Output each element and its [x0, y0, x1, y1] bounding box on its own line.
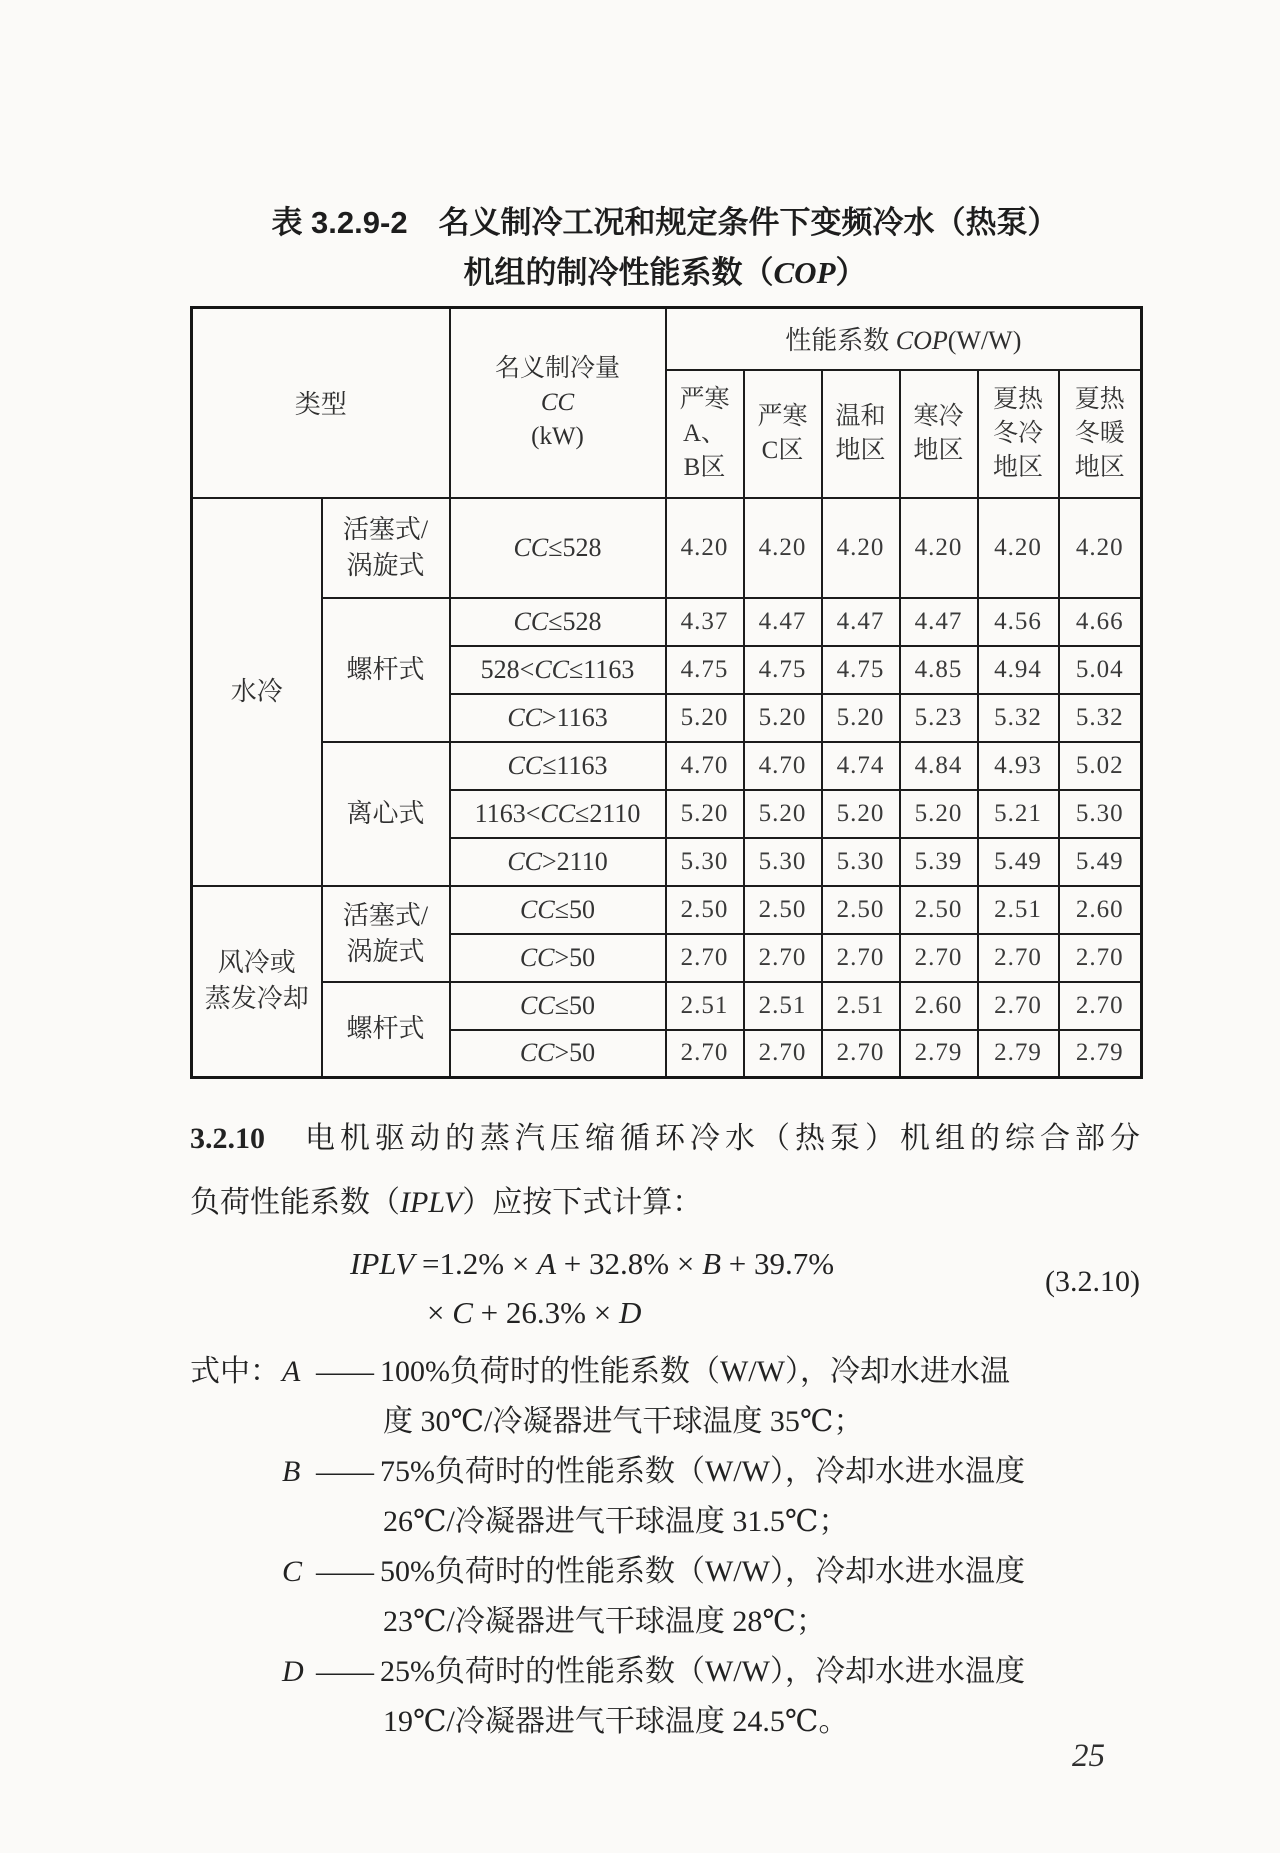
cop-value: 4.20	[978, 498, 1059, 598]
cc-range-cell: CC≤50	[450, 982, 666, 1030]
cop-value: 5.21	[978, 790, 1059, 838]
header-capacity-line1: 名义制冷量	[495, 354, 621, 382]
cop-value: 2.50	[900, 886, 978, 934]
type-cell-screw: 螺杆式	[322, 598, 450, 742]
cop-value: 5.20	[822, 790, 900, 838]
table-row	[192, 886, 1142, 934]
definition-C-line2: 23℃/冷凝器进气干球温度 28℃；	[383, 1605, 826, 1638]
page-content	[190, 0, 1140, 1747]
cop-value: 2.50	[666, 886, 744, 934]
clause-line1: 3.2.10 电机驱动的蒸汽压缩循环冷水（热泵）机组的综合部分	[190, 1122, 1140, 1155]
header-climate-severe-ab: 严寒 A、 B区	[666, 370, 744, 498]
cop-value: 4.56	[978, 598, 1059, 646]
header-climate-hot-summer-cold-winter: 夏热 冬冷 地区	[978, 370, 1059, 498]
cop-value: 5.30	[822, 838, 900, 886]
cc-range-cell: CC≤528	[450, 598, 666, 646]
cop-value: 4.37	[666, 598, 744, 646]
cop-value: 4.84	[900, 742, 978, 790]
cop-value: 5.23	[900, 694, 978, 742]
type-cell-water-cooled: 水冷	[192, 498, 322, 886]
cop-value: 4.70	[666, 742, 744, 790]
def-text: 25%负荷时的性能系数（W/W），冷却水进水温度	[380, 1655, 1025, 1688]
cop-value: 5.32	[1059, 694, 1142, 742]
defs-lead: 式中：	[190, 1355, 280, 1388]
header-climate-severe-c: 严寒 C区	[744, 370, 822, 498]
definition-C-line1	[190, 1547, 1140, 1597]
cop-value: 5.30	[744, 838, 822, 886]
table-title-line1: 表 3.2.9-2 名义制冷工况和规定条件下变频冷水（热泵）	[271, 205, 1059, 240]
def-text: 50%负荷时的性能系数（W/W），冷却水进水温度	[380, 1555, 1025, 1588]
cop-value: 4.75	[666, 646, 744, 694]
header-capacity-line3: (kW)	[531, 422, 584, 450]
cop-value: 5.39	[900, 838, 978, 886]
cop-value: 4.70	[744, 742, 822, 790]
header-type: 类型	[192, 308, 450, 498]
cop-value: 2.51	[666, 982, 744, 1030]
cop-value: 2.70	[822, 934, 900, 982]
cop-value: 5.04	[1059, 646, 1142, 694]
cop-value: 4.47	[900, 598, 978, 646]
formula-line2: × C + 26.3% × D	[427, 1295, 642, 1330]
header-cop: 性能系数 COP(W/W)	[666, 308, 1142, 370]
cop-value: 4.75	[822, 646, 900, 694]
def-dash: ——	[316, 1455, 372, 1488]
def-letter: C	[282, 1555, 303, 1588]
cop-value: 2.51	[978, 886, 1059, 934]
cop-value: 4.75	[744, 646, 822, 694]
cop-value: 2.70	[1059, 982, 1142, 1030]
definition-D-line1	[190, 1647, 1140, 1697]
clause-3-2-10	[190, 1107, 1140, 1235]
cc-range-cell: 528<CC≤1163	[450, 646, 666, 694]
cc-range-cell: CC>50	[450, 1030, 666, 1078]
cop-value: 5.20	[822, 694, 900, 742]
table-row	[192, 598, 1142, 646]
type-cell-centrifugal: 离心式	[322, 742, 450, 886]
def-dash: ——	[316, 1355, 372, 1388]
cc-range-cell: CC≤1163	[450, 742, 666, 790]
cc-range-cell: CC>1163	[450, 694, 666, 742]
cc-range-cell: CC>2110	[450, 838, 666, 886]
cop-value: 4.20	[900, 498, 978, 598]
cop-value: 5.20	[666, 694, 744, 742]
cop-value: 4.94	[978, 646, 1059, 694]
symbol-definitions	[190, 1347, 1140, 1747]
cop-value: 2.79	[1059, 1030, 1142, 1078]
def-letter: A	[282, 1355, 301, 1388]
cop-value: 5.20	[744, 694, 822, 742]
cop-value: 5.30	[666, 838, 744, 886]
def-dash: ——	[316, 1655, 372, 1688]
definition-B-line1	[190, 1447, 1140, 1497]
type-cell-piston-scroll: 活塞式/ 涡旋式	[322, 498, 450, 598]
table-title	[190, 0, 1140, 298]
cop-value: 5.20	[900, 790, 978, 838]
cop-value: 4.47	[822, 598, 900, 646]
def-text: 75%负荷时的性能系数（W/W），冷却水进水温度	[380, 1455, 1025, 1488]
cop-value: 2.51	[822, 982, 900, 1030]
cop-value: 2.70	[900, 934, 978, 982]
table-title-line2: 机组的制冷性能系数（COP）	[463, 255, 867, 290]
def-letter: D	[282, 1655, 304, 1688]
cop-value: 2.51	[744, 982, 822, 1030]
cop-value: 4.20	[1059, 498, 1142, 598]
cop-value: 4.66	[1059, 598, 1142, 646]
cop-value: 2.70	[744, 934, 822, 982]
cop-value: 4.20	[822, 498, 900, 598]
table-row	[192, 498, 1142, 598]
def-text: 100%负荷时的性能系数（W/W），冷却水进水温	[380, 1355, 1010, 1388]
clause-line2: 负荷性能系数（IPLV）应按下式计算：	[190, 1186, 703, 1219]
cop-value: 4.93	[978, 742, 1059, 790]
type-cell-screw: 螺杆式	[322, 982, 450, 1078]
table-row	[192, 982, 1142, 1030]
cop-value: 2.70	[666, 934, 744, 982]
cop-value: 2.79	[900, 1030, 978, 1078]
type-cell-piston-scroll: 活塞式/ 涡旋式	[322, 886, 450, 982]
cop-value: 2.70	[666, 1030, 744, 1078]
header-climate-mild: 温和 地区	[822, 370, 900, 498]
cop-value: 2.79	[978, 1030, 1059, 1078]
cop-value: 5.30	[1059, 790, 1142, 838]
header-capacity	[450, 308, 666, 498]
definition-B-line2: 26℃/冷凝器进气干球温度 31.5℃；	[383, 1505, 849, 1538]
cop-value: 4.47	[744, 598, 822, 646]
cop-table	[190, 306, 1143, 1079]
cop-value: 2.70	[978, 982, 1059, 1030]
type-cell-air-cooled: 风冷或 蒸发冷却	[192, 886, 322, 1078]
cc-range-cell: CC>50	[450, 934, 666, 982]
header-capacity-line2: CC	[540, 388, 575, 416]
cop-value: 2.50	[744, 886, 822, 934]
cc-range-cell: CC≤528	[450, 498, 666, 598]
formula-line1: IPLV =1.2% × A + 32.8% × B + 39.7%	[350, 1246, 835, 1281]
def-dash: ——	[316, 1555, 372, 1588]
cop-value: 4.85	[900, 646, 978, 694]
cop-value: 4.74	[822, 742, 900, 790]
page-number: 25	[1072, 1738, 1105, 1774]
cop-value: 5.32	[978, 694, 1059, 742]
cop-value: 5.20	[666, 790, 744, 838]
cop-value: 5.49	[1059, 838, 1142, 886]
cop-value: 5.20	[744, 790, 822, 838]
table-row	[192, 742, 1142, 790]
cc-range-cell: CC≤50	[450, 886, 666, 934]
definition-A-line2: 度 30℃/冷凝器进气干球温度 35℃；	[383, 1405, 864, 1438]
cop-value: 4.20	[666, 498, 744, 598]
cop-value: 2.70	[744, 1030, 822, 1078]
cop-value: 2.60	[1059, 886, 1142, 934]
cop-value: 2.70	[822, 1030, 900, 1078]
cop-value: 4.20	[744, 498, 822, 598]
header-climate-hot-summer-warm-winter: 夏热 冬暖 地区	[1059, 370, 1142, 498]
cop-value: 2.60	[900, 982, 978, 1030]
definition-D-line2: 19℃/冷凝器进气干球温度 24.5℃。	[383, 1705, 849, 1738]
cop-value: 2.70	[1059, 934, 1142, 982]
cop-value: 2.50	[822, 886, 900, 934]
cop-value: 5.49	[978, 838, 1059, 886]
def-letter: B	[282, 1455, 301, 1488]
cc-range-cell: 1163<CC≤2110	[450, 790, 666, 838]
iplv-formula	[190, 1239, 1140, 1337]
cop-value: 2.70	[978, 934, 1059, 982]
definition-A-line1	[190, 1347, 1140, 1397]
header-climate-cold: 寒冷 地区	[900, 370, 978, 498]
formula-number: (3.2.10)	[1045, 1265, 1140, 1298]
cop-value: 5.02	[1059, 742, 1142, 790]
